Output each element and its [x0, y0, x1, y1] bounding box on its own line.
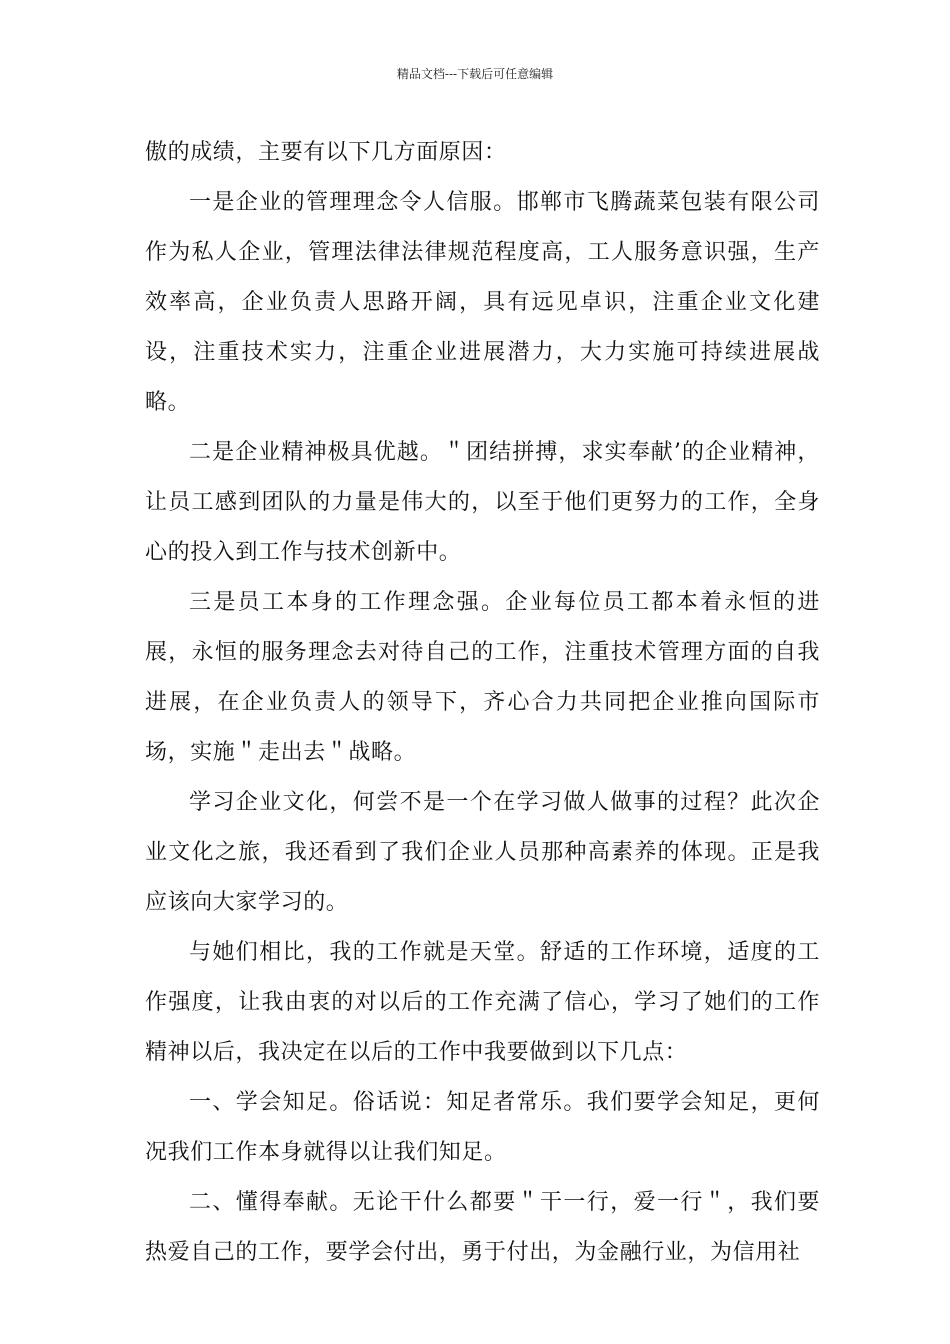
paragraph-point-two: 二、懂得奉献。无论干什么都要＂干一行，爱一行＂，我们要热爱自己的工作，要学会付出，勇于付出，为金融行业，为信用社 [145, 1190, 820, 1265]
paragraph-comparison: 与她们相比，我的工作就是天堂。舒适的工作环境，适度的工作强度，让我由衷的对以后的工作充满了信心，学习了她们的工作精神以后，我决定在以后的工作中我要做到以下几点： [145, 940, 820, 1065]
paragraph-reason-two: 二是企业精神极具优越。＂团结拼搏，求实奉献’的企业精神，让员工感到团队的力量是伟大的，以至于他们更努力的工作，全身心的投入到工作与技术创新中。 [145, 440, 820, 565]
paragraph-point-one: 一、学会知足。俗话说：知足者常乐。我们要学会知足，更何况我们工作本身就得以让我们知足。 [145, 1090, 820, 1165]
paragraph-reason-three: 三是员工本身的工作理念强。企业每位员工都本着永恒的进展，永恒的服务理念去对待自己的工作，注重技术管理方面的自我进展，在企业负责人的领导下，齐心合力共同把企业推向国际市场，实施＂走出去＂战略。 [145, 590, 820, 765]
document-body [145, 128, 820, 1278]
paragraph-continuation: 傲的成绩，主要有以下几方面原因： [145, 140, 507, 165]
paragraph-reason-one: 一是企业的管理理念令人信服。邯郸市飞腾蔬菜包装有限公司作为私人企业，管理法律法律规范程度高，工人服务意识强，生产效率高，企业负责人思路开阔，具有远见卓识，注重企业文化建设，注重技术实力，注重企业进展潜力，大力实施可持续进展战略。 [145, 190, 820, 415]
page-header: 精品文档---下载后可任意编辑 [396, 67, 554, 81]
paragraph-learning: 学习企业文化，何尝不是一个在学习做人做事的过程？此次企业文化之旅，我还看到了我们企业人员那种高素养的体现。正是我应该向大家学习的。 [145, 790, 820, 915]
